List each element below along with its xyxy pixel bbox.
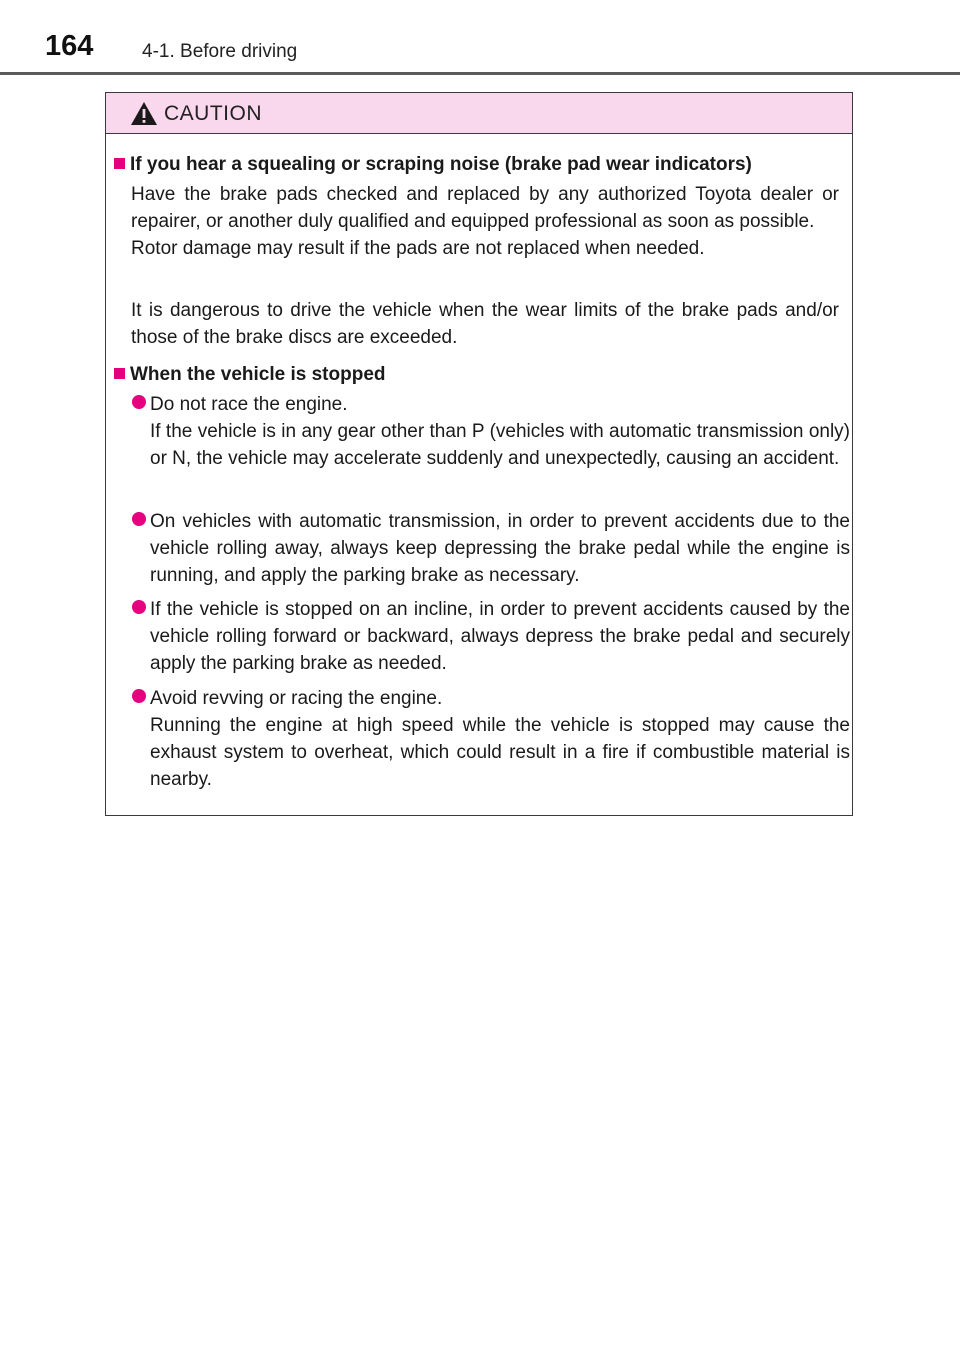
bullet-title: Do not race the engine. — [150, 394, 348, 415]
circle-bullet-icon — [132, 600, 146, 614]
warning-triangle-icon — [130, 101, 158, 126]
section-heading-text: When the vehicle is stopped — [130, 364, 386, 385]
paragraph-text: Have the brake pads checked and replaced by any authorized Toyota dealer or repairer, or another duly qualified and equipped professional as soon as possible. — [131, 184, 839, 232]
list-item — [132, 508, 850, 589]
circle-bullet-icon — [132, 689, 146, 703]
paragraph — [131, 181, 839, 262]
bullet-text: On vehicles with automatic transmission, in order to prevent accidents due to the vehicle rolling away, always keep depressing the brake pedal while the engine is running, and apply the parking brake as necessary. — [150, 511, 850, 586]
section-heading-text: If you hear a squealing or scraping noise (brake pad wear indicators) — [130, 154, 752, 175]
square-bullet-icon — [114, 158, 125, 169]
caution-box — [105, 92, 853, 816]
page-number: 164 — [45, 30, 94, 62]
paragraph-text: It is dangerous to drive the vehicle when the wear limits of the brake pads and/or those of the brake discs are exceeded. — [131, 300, 839, 348]
list-item — [132, 685, 850, 793]
bullet-text: If the vehicle is stopped on an incline, in order to prevent accidents caused by the vehicle rolling forward or backward, always depress the brake pedal and securely apply the parking brake as needed. — [150, 599, 850, 674]
section-heading-vehicle-stopped — [114, 364, 386, 386]
circle-bullet-icon — [132, 395, 146, 409]
bullet-title: Avoid revving or racing the engine. — [150, 688, 443, 709]
bullet-text: If the vehicle is in any gear other than P (vehicles with automatic transmission only) or N, the vehicle may accelerate suddenly and unexpectedly, causing an accident. — [150, 421, 850, 469]
caution-header — [106, 93, 852, 134]
bullet-text: Running the engine at high speed while the vehicle is stopped may cause the exhaust system to overheat, which could result in a fire if combustible material is nearby. — [150, 715, 850, 790]
section-heading-brake-noise — [114, 154, 752, 176]
paragraph-text: Rotor damage may result if the pads are not replaced when needed. — [131, 238, 705, 259]
list-item — [132, 391, 850, 472]
list-item — [132, 596, 850, 677]
header-rule — [0, 72, 960, 75]
section-title: 4-1. Before driving — [142, 41, 298, 62]
page-header — [0, 0, 960, 76]
square-bullet-icon — [114, 368, 125, 379]
circle-bullet-icon — [132, 512, 146, 526]
paragraph — [131, 297, 839, 351]
caution-label: CAUTION — [164, 102, 262, 125]
